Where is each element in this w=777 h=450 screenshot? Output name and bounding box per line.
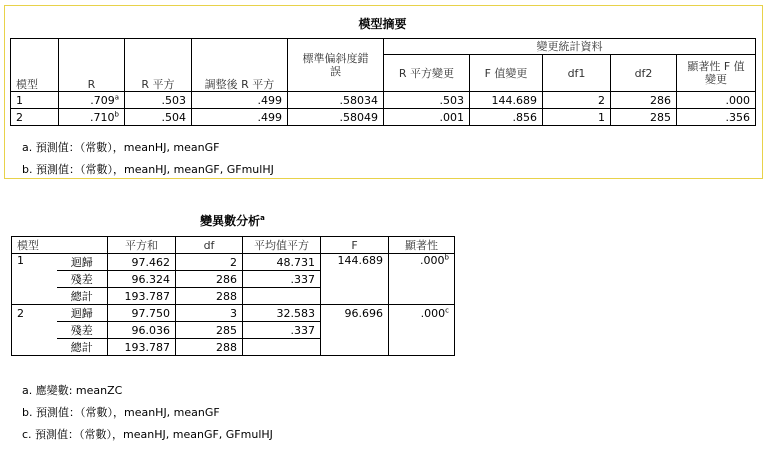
col-header-sum-of-squares: 平方和 [108,237,176,254]
cell-adj-r-square: .499 [192,109,288,126]
cell-sum-of-squares: 97.750 [108,305,176,322]
col-header-significance: 顯著性 [389,237,455,254]
cell-df2: 286 [611,92,677,109]
cell-adj-r-square: .499 [192,92,288,109]
cell-mean-square: 32.583 [243,305,321,322]
cell-significance: .000$^c$ [389,305,455,356]
cell-df: 286 [176,271,243,288]
col-header-model: 模型 [12,237,108,254]
anova-title: 變異數分析$^a$ [200,214,265,228]
col-header-df2: df2 [611,55,677,92]
anova-note-a: a. 應變數: meanZC [22,384,123,397]
cell-r: .710$^b$ [59,109,125,126]
anova-note-b: b. 預測值：（常數），meanHJ, meanGF [22,406,220,419]
cell-sum-of-squares: 193.787 [108,339,176,356]
cell-f: 96.696 [321,305,389,356]
cell-r-square-change: .503 [384,92,470,109]
table-row [12,254,455,271]
cell-sum-of-squares: 96.324 [108,271,176,288]
col-header-adj-r-square: 調整後 R 平方 [192,39,288,92]
cell-std-error: .58034 [288,92,384,109]
cell-df: 288 [176,339,243,356]
cell-model: 1 [12,254,57,305]
model-summary-table [10,38,756,126]
model-summary-title: 模型摘要 [358,17,407,31]
anova-table [11,236,455,356]
col-group-change-statistics: 變更統計資料 [384,39,756,55]
cell-df: 2 [176,254,243,271]
cell-df1: 1 [543,109,611,126]
cell-model: 2 [11,109,59,126]
cell-sum-of-squares: 96.036 [108,322,176,339]
anova-note-c: c. 預測值：（常數），meanHJ, meanGF, GFmulHJ [22,428,273,441]
cell-source: 迴歸 [57,254,108,271]
cell-mean-square: .337 [243,322,321,339]
col-header-r-square: R 平方 [125,39,192,92]
cell-r-square: .504 [125,109,192,126]
cell-mean-square [243,339,321,356]
col-header-model: 模型 [11,39,59,92]
cell-mean-square: .337 [243,271,321,288]
cell-model: 1 [11,92,59,109]
cell-f-change: 144.689 [470,92,543,109]
cell-sig-f-change: .356 [677,109,756,126]
cell-sig-f-change: .000 [677,92,756,109]
cell-mean-square: 48.731 [243,254,321,271]
cell-df: 285 [176,322,243,339]
cell-source: 迴歸 [57,305,108,322]
cell-df: 3 [176,305,243,322]
model-summary-note-a: a. 預測值：（常數），meanHJ, meanGF [22,141,220,154]
col-header-std-error: 標準偏斜度錯誤 [288,39,384,92]
table-row [12,305,455,322]
col-header-mean-square: 平均值平方 [243,237,321,254]
col-header-df1: df1 [543,55,611,92]
cell-source: 殘差 [57,322,108,339]
table-row [11,109,756,126]
cell-significance: .000$^b$ [389,254,455,305]
cell-r-square: .503 [125,92,192,109]
col-header-f-change: F 值變更 [470,55,543,92]
col-header-r: R [59,39,125,92]
cell-source: 總計 [57,288,108,305]
cell-f-change: .856 [470,109,543,126]
cell-r: .709$^a$ [59,92,125,109]
col-header-r-square-change: R 平方變更 [384,55,470,92]
cell-sum-of-squares: 193.787 [108,288,176,305]
cell-sum-of-squares: 97.462 [108,254,176,271]
col-header-df: df [176,237,243,254]
cell-df1: 2 [543,92,611,109]
table-row [11,92,756,109]
cell-std-error: .58049 [288,109,384,126]
col-header-sig-f-change: 顯著性 F 值變更 [677,55,756,92]
cell-f: 144.689 [321,254,389,305]
model-summary-note-b: b. 預測值：（常數），meanHJ, meanGF, GFmulHJ [22,163,274,176]
cell-df: 288 [176,288,243,305]
cell-source: 總計 [57,339,108,356]
col-header-f: F [321,237,389,254]
cell-mean-square [243,288,321,305]
cell-source: 殘差 [57,271,108,288]
cell-model: 2 [12,305,57,356]
cell-df2: 285 [611,109,677,126]
cell-r-square-change: .001 [384,109,470,126]
